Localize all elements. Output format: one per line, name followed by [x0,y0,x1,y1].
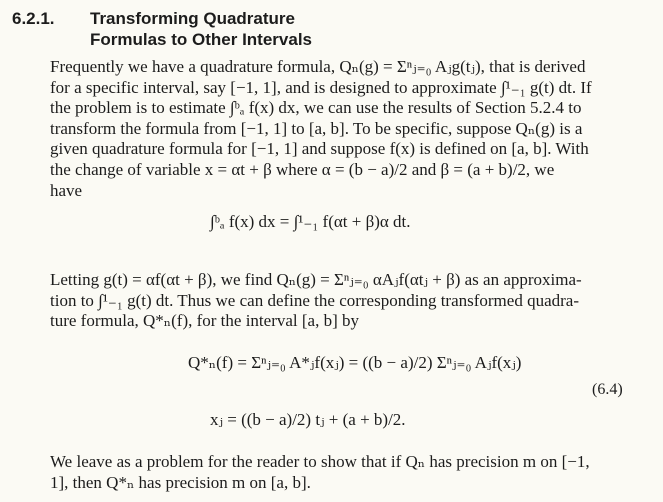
paragraph-2 [50,270,638,332]
section-number: 6.2.1. [12,9,55,28]
integral-equation: ∫ᵇₐ f(x) dx = ∫¹₋₁ f(αt + β)α dt. [210,212,411,231]
transformed-formula-line1: Q*ₙ(f) = Σⁿⱼ₌₀ A*ⱼf(xⱼ) = ((b − a)/2) Σⁿⱼ₌₀ Aⱼf(xⱼ) [188,353,522,372]
paragraph-1 [50,57,638,201]
paragraph-1-line: the problem is to estimate ∫ᵇₐ f(x) dx, we can use the results of Section 5.2.4 to [50,98,582,118]
equation-number: (6.4) [592,381,623,398]
transformed-formula-line2: xⱼ = ((b − a)/2) tⱼ + (a + b)/2. [210,410,406,429]
paragraph-2-line: tion to ∫¹₋₁ g(t) dt. Thus we can define the corresponding transformed quadra- [50,290,579,310]
paragraph-3 [50,452,638,493]
paragraph-1-line: transform the formula from [−1, 1] to [a, b]. To be specific, suppose Qₙ(g) is a [50,118,583,138]
section-title-line2: Formulas to Other Intervals [90,30,312,49]
paragraph-2-line: ture formula, Q*ₙ(f), for the interval [a, b] by [50,311,359,331]
section-title-line1: Transforming Quadrature [90,9,295,28]
paragraph-1-line: for a specific interval, say [−1, 1], and is designed to approximate ∫¹₋₁ g(t) dt. If [50,77,592,97]
paragraph-1-line: Frequently we have a quadrature formula, Qₙ(g) = Σⁿⱼ₌₀ Aⱼg(tⱼ), that is derived [50,57,586,76]
section-heading [12,8,312,50]
paragraph-1-line: have [50,180,83,200]
paragraph-3-line: 1], then Q*ₙ has precision m on [a, b]. [50,472,311,492]
paragraph-3-line: We leave as a problem for the reader to show that if Qₙ has precision m on [−1, [50,452,590,471]
paragraph-1-line: the change of variable x = αt + β where α = (b − a)/2 and β = (a + b)/2, we [50,159,555,179]
paragraph-1-line: given quadrature formula for [−1, 1] and suppose f(x) is defined on [a, b]. With [50,139,589,159]
paragraph-2-line: Letting g(t) = αf(αt + β), we find Qₙ(g) = Σⁿⱼ₌₀ αAⱼf(αtⱼ + β) as an approxima- [50,270,582,289]
